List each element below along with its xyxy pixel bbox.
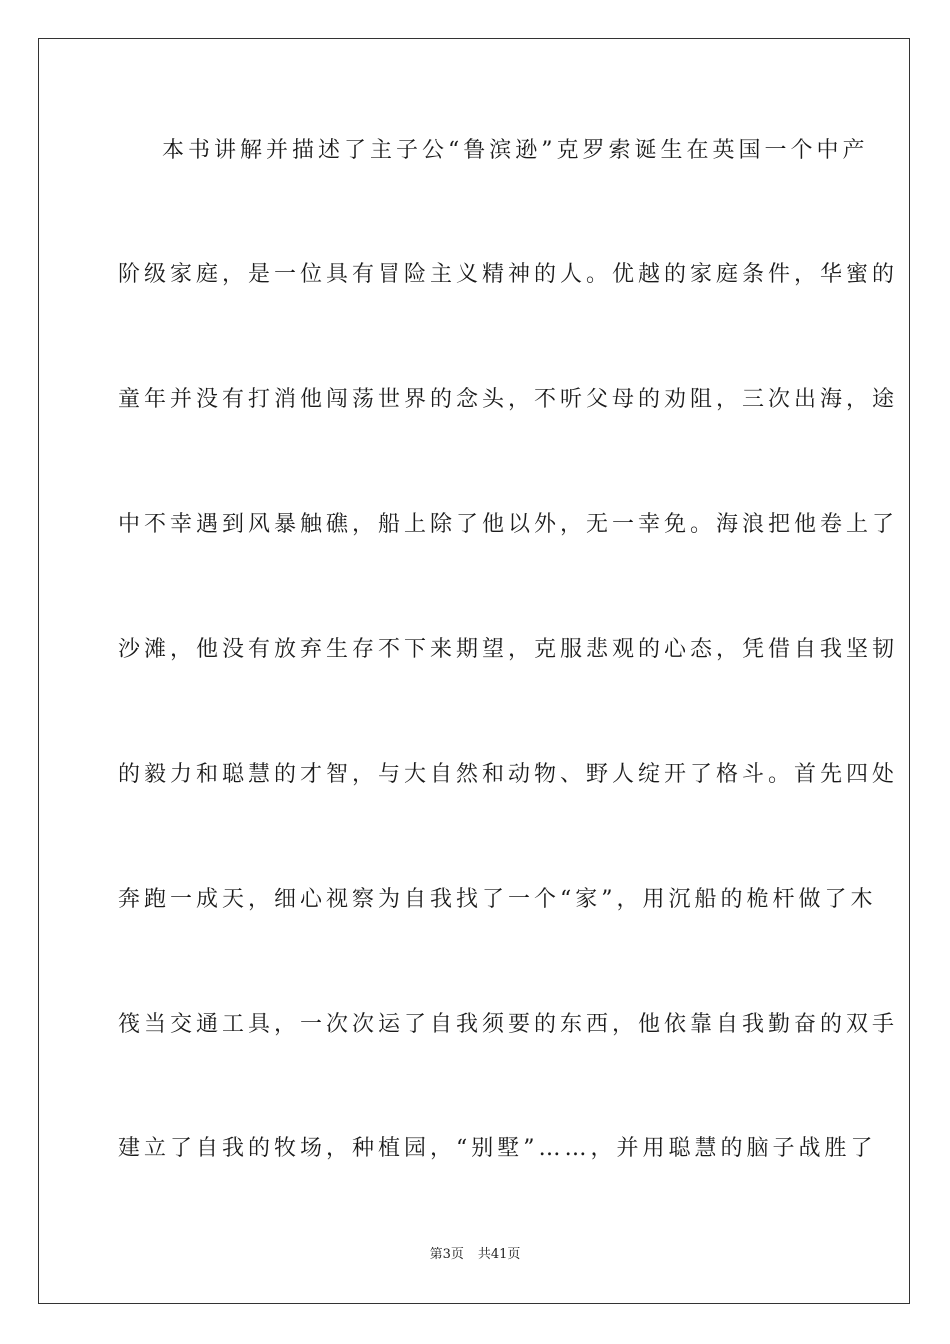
- page-total: 共41页: [477, 1247, 521, 1262]
- paragraph-line: 奔跑一成天，细心视察为自我找了一个“家”，用沉船的桅杆做了木: [118, 887, 877, 912]
- paragraph-line: 阶级家庭，是一位具有冒险主义精神的人。优越的家庭条件，华蜜的: [118, 262, 899, 287]
- page-footer: [0, 1246, 950, 1264]
- page-number: 第3页: [429, 1247, 464, 1262]
- paragraph-line: 筏当交通工具，一次次运了自我须要的东西，他依靠自我勤奋的双手: [118, 1012, 899, 1037]
- page-border: [38, 38, 910, 1304]
- paragraph-line: 中不幸遇到风暴触礁，船上除了他以外，无一幸免。海浪把他卷上了: [118, 512, 899, 537]
- paragraph-line: 建立了自我的牧场，种植园，“别墅”……，并用聪慧的脑子战胜了: [118, 1136, 877, 1161]
- paragraph-line: 童年并没有打消他闯荡世界的念头，不听父母的劝阻，三次出海，途: [118, 387, 899, 412]
- paragraph-line: 沙滩，他没有放弃生存不下来期望，克服悲观的心态，凭借自我坚韧: [118, 637, 899, 662]
- paragraph-line: 的毅力和聪慧的才智，与大自然和动物、野人绽开了格斗。首先四处: [118, 762, 899, 787]
- paragraph-line: 本书讲解并描述了主子公“鲁滨逊”克罗索诞生在英国一个中产: [162, 138, 869, 163]
